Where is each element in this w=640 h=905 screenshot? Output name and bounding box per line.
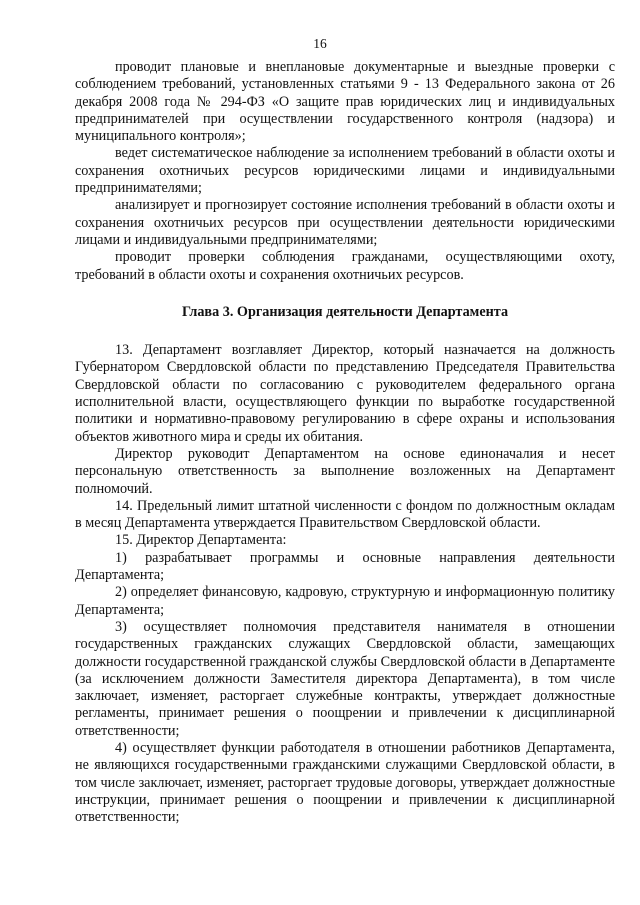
- paragraph: анализирует и прогнозирует состояние исполнения требований в области охоты и сохранения охотничьих ресурсов при осуществлении деятельности юридическими лицами и индивидуальными предпринимателями;: [75, 197, 615, 248]
- paragraph: 13. Департамент возглавляет Директор, который назначается на должность Губернатором Свердловской области по представлению Председателя Правительства Свердловской области по согласованию с руководителем федерального органа исполнительной власти, осуществляющего функции по выработке государственной политики и нормативно-правовому регулированию в сфере охраны и использования объектов животного мира и среды их обитания.: [75, 342, 615, 445]
- paragraph: проводит проверки соблюдения гражданами, осуществляющими охоту, требований в области охоты и сохранения охотничьих ресурсов.: [75, 249, 615, 283]
- paragraph: 2) определяет финансовую, кадровую, структурную и информационную политику Департамента;: [75, 584, 615, 618]
- paragraph: 4) осуществляет функции работодателя в отношении работников Департамента, не являющихся государственными гражданскими служащими Свердловской области, в том числе заключает, изменяет, расторгает трудовые договоры, утверждает должностные инструкции, принимает решения о поощрении и привлечении к дисциплинарной ответственности;: [75, 739, 615, 826]
- page-content: [75, 59, 615, 826]
- paragraph: 15. Директор Департамента:: [115, 532, 287, 549]
- paragraph: Директор руководит Департаментом на основе единоначалия и несет персональную ответственность за выполнение возложенных на Департамент полномочий.: [75, 445, 615, 497]
- paragraph: 14. Предельный лимит штатной численности с фондом по должностным окладам в месяц Департамента утверждается Правительством Свердловской области.: [75, 497, 615, 532]
- paragraph: ведет систематическое наблюдение за исполнением требований в области охоты и сохранения охотничьих ресурсов юридическими лицами и индивидуальными предпринимателями;: [75, 145, 615, 197]
- chapter-title: Глава 3. Организация деятельности Департамента: [181, 303, 509, 320]
- paragraph: проводит плановые и внеплановые документарные и выездные проверки с соблюдением требований, установленных статьями 9 - 13 Федерального закона от 26 декабря 2008 года № 294-ФЗ «О защите прав юридических лиц и индивидуальных предпринимателей при осуществлении государственного контроля (надзора) и муниципального контроля»;: [75, 59, 615, 145]
- paragraph: 1) разрабатывает программы и основные направления деятельности Департамента;: [75, 549, 615, 584]
- page-number: 16: [313, 36, 327, 51]
- paragraph: 3) осуществляет полномочия представителя нанимателя в отношении государственных гражданских служащих Свердловской области, замещающих должности государственной гражданской службы Свердловской области в Департаменте (за исключением должности Заместителя директора Департамента), в том числе заключает, изменяет, расторгает служебные контракты, утверждает должностные регламенты, принимает решения о поощрении и привлечении к дисциплинарной ответственности;: [75, 618, 615, 739]
